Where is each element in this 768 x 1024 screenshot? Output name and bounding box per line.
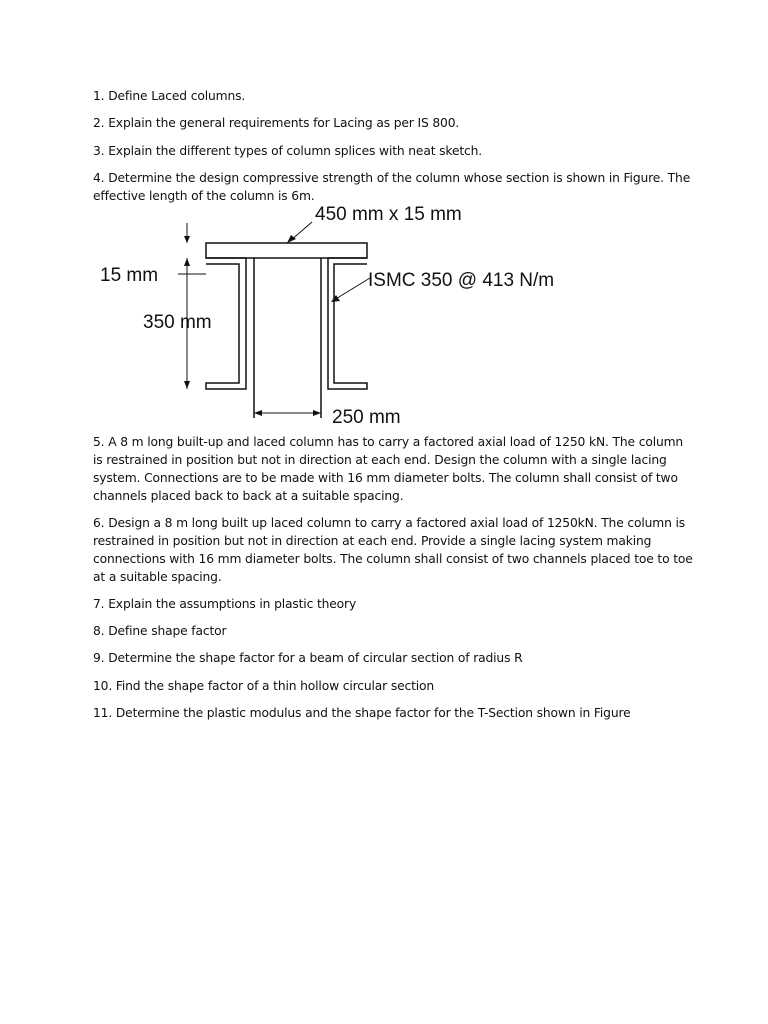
plate-thickness-label: 15 mm bbox=[100, 265, 159, 286]
question-2: 2. Explain the general requirements for Lacing as per IS 800. bbox=[93, 116, 460, 130]
depth-arrow-top bbox=[184, 258, 190, 266]
plate-leader-arrow bbox=[287, 235, 296, 243]
left-channel bbox=[206, 258, 246, 389]
question-8: 8. Define shape factor bbox=[93, 624, 227, 638]
channel-label: ISMC 350 @ 413 N/m bbox=[368, 270, 555, 291]
built-up-column-section-figure bbox=[90, 200, 610, 430]
channel-leader bbox=[334, 278, 370, 300]
depth-label: 350 mm bbox=[143, 312, 212, 333]
question-11: 11. Determine the plastic modulus and the shape factor for the T-Section shown in Figure bbox=[93, 706, 631, 720]
question-9: 9. Determine the shape factor for a beam of circular section of radius R bbox=[93, 651, 523, 665]
cover-plate bbox=[206, 243, 367, 258]
spacing-label: 250 mm bbox=[332, 407, 401, 428]
question-3: 3. Explain the different types of column splices with neat sketch. bbox=[93, 144, 483, 158]
question-7: 7. Explain the assumptions in plastic theory bbox=[93, 597, 357, 611]
spacing-arrow-right bbox=[313, 410, 321, 416]
depth-arrow-bottom bbox=[184, 381, 190, 389]
question-5: 5. A 8 m long built-up and laced column has to carry a factored axial load of 1250 kN. The column is restrained in position but not in direction at each end. Design the column with a single lacing system. Connections are to be made with 16 mm diameter bolts. The column shall consist of two channels placed back to back at a suitable spacing. bbox=[93, 435, 684, 503]
channel-leader-arrow bbox=[331, 295, 340, 302]
plate-label: 450 mm x 15 mm bbox=[315, 204, 462, 225]
right-channel bbox=[328, 258, 367, 389]
plate-thickness-arrow bbox=[184, 236, 190, 243]
question-1: 1. Define Laced columns. bbox=[93, 89, 246, 103]
question-4: 4. Determine the design compressive strength of the column whose section is shown in Figure. The effective length of the column is 6m. bbox=[93, 171, 691, 203]
question-10: 10. Find the shape factor of a thin hollow circular section bbox=[93, 679, 435, 693]
question-6: 6. Design a 8 m long built up laced column to carry a factored axial load of 1250kN. The column is restrained in position but not in direction at each end. Provide a single lacing system making connections with 16 mm diameter bolts. The column shall consist of two channels placed toe to toe at a suitable spacing. bbox=[93, 516, 693, 584]
spacing-arrow-left bbox=[254, 410, 262, 416]
